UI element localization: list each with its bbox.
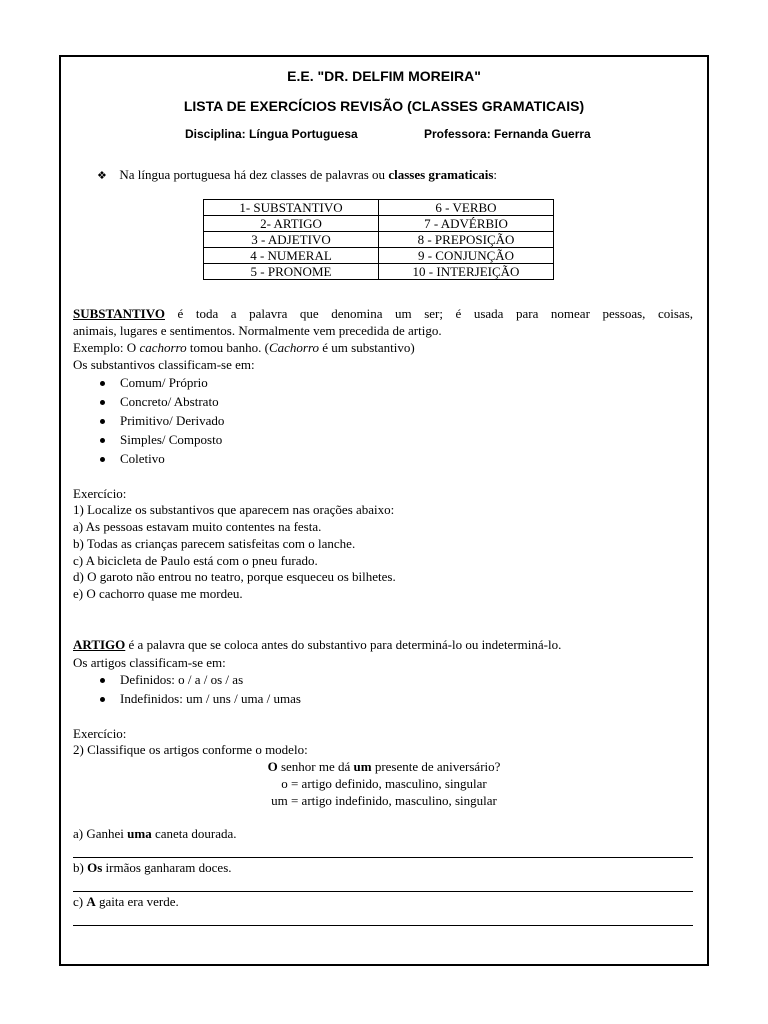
substantivo-term: SUBSTANTIVO [73, 306, 165, 321]
classes-table-cell: 9 - CONJUNÇÃO [379, 248, 554, 264]
bullet-dot-icon [100, 438, 105, 443]
example-italic: cachorro [139, 340, 187, 355]
example-italic: Cachorro [268, 340, 320, 355]
bullet-dot-icon [100, 381, 105, 386]
model-line3: um = artigo indefinido, masculino, singular [271, 793, 497, 808]
list-item-text: Definidos: o / a / os / as [120, 672, 244, 687]
intro-line [97, 167, 497, 184]
list-item-text: Indefinidos: um / uns / uma / umas [120, 691, 301, 706]
example-part: Exemplo: O [73, 340, 140, 355]
classes-table [203, 199, 554, 280]
list-item-text: Coletivo [120, 451, 165, 466]
list-title: LISTA DE EXERCÍCIOS REVISÃO (CLASSES GRAMATICAIS) [183, 98, 585, 114]
classes-table-cell: 8 - PREPOSIÇÃO [379, 232, 554, 248]
intro-text: Na língua portuguesa há dez classes de palavras ou [119, 167, 389, 182]
exercise1-item: c) A bicicleta de Paulo está com o pneu furado. [73, 552, 318, 568]
exercise2-item-bold: uma [127, 826, 152, 841]
exercise2-item [73, 894, 179, 910]
classes-table-row [204, 248, 554, 264]
exercise2-item-post: caneta dourada. [151, 826, 237, 841]
teacher: Professora: Fernanda Guerra [424, 127, 591, 141]
artigo-term: ARTIGO [73, 637, 126, 652]
exercise1-item: e) O cachorro quase me mordeu. [73, 586, 243, 602]
classes-table-row [204, 216, 554, 232]
exercise2-item-post: gaita era verde. [95, 894, 179, 909]
bullet-dot-icon [100, 400, 105, 405]
classes-table-cell: 10 - INTERJEIÇÃO [379, 264, 554, 280]
classes-table-cell: 5 - PRONOME [204, 264, 379, 280]
substantivo-def-line2: animais, lugares e sentimentos. Normalmente vem precedida de artigo. [73, 323, 442, 338]
discipline: Disciplina: Língua Portuguesa [185, 127, 358, 141]
model-line2: o = artigo definido, masculino, singular [281, 776, 487, 791]
diamond-bullet-icon: ❖ [97, 169, 107, 182]
school-name: E.E. "DR. DELFIM MOREIRA" [287, 68, 481, 84]
artigo-def [73, 637, 561, 653]
exercise1-item: d) O garoto não entrou no teatro, porque esqueceu os bilhetes. [73, 569, 396, 585]
artigo-def-text: é a palavra que se coloca antes do substantivo para determiná-lo ou indeterminá-lo. [125, 637, 562, 652]
classes-table-cell: 6 - VERBO [379, 200, 554, 216]
classes-table-cell: 1- SUBSTANTIVO [204, 200, 379, 216]
list-item-text: Concreto/ Abstrato [120, 394, 219, 409]
classes-table-cell: 4 - NUMERAL [204, 248, 379, 264]
list-item-text: Simples/ Composto [120, 432, 223, 447]
exercise2-item-post: irmãos ganharam doces. [102, 860, 232, 875]
classes-table-cell: 7 - ADVÉRBIO [379, 216, 554, 232]
classes-table-row [204, 264, 554, 280]
exercise1-item: b) Todas as crianças parecem satisfeitas com o lanche. [73, 535, 356, 551]
intro-colon: : [493, 167, 497, 182]
answer-line[interactable] [73, 925, 693, 926]
answer-line[interactable] [73, 891, 693, 892]
exercise2-item-pre: b) [73, 860, 88, 875]
classes-table-cell: 2- ARTIGO [204, 216, 379, 232]
bullet-dot-icon [100, 697, 105, 702]
model-bold: um [353, 759, 372, 774]
list-item-text: Comum/ Próprio [120, 375, 208, 390]
bullet-dot-icon [100, 419, 105, 424]
substantivo-example [73, 340, 415, 356]
answer-line[interactable] [73, 857, 693, 858]
exercise2-item-pre: c) [73, 894, 87, 909]
model-text: presente de aniversário? [371, 759, 501, 774]
substantivo-def-text: é toda a palavra que denomina um ser; é usada para nomear pessoas, coisas, [164, 306, 693, 321]
bullet-dot-icon [100, 457, 105, 462]
exercise2-item-bold: A [86, 894, 96, 909]
example-part: é um substantivo) [319, 340, 415, 355]
substantivo-def-line1 [73, 306, 693, 322]
exercise2-item [73, 826, 237, 842]
example-part: tomou banho. ( [186, 340, 269, 355]
artigo-classify-intro: Os artigos classificam-se em: [73, 655, 226, 670]
classes-table-row [204, 232, 554, 248]
model-text: senhor me dá [277, 759, 354, 774]
classes-table-cell: 3 - ADJETIVO [204, 232, 379, 248]
exercise1-question: 1) Localize os substantivos que aparecem nas orações abaixo: [73, 502, 395, 517]
model-line1 [0, 759, 768, 775]
bullet-dot-icon [100, 678, 105, 683]
substantivo-classify-intro: Os substantivos classificam-se em: [73, 357, 255, 372]
model-bold: O [267, 759, 278, 774]
list-item-text: Primitivo/ Derivado [120, 413, 225, 428]
exercise2-item [73, 860, 232, 876]
exercise2-question: 2) Classifique os artigos conforme o modelo: [73, 742, 308, 757]
classes-table-row [204, 200, 554, 216]
exercise2-item-bold: Os [87, 860, 103, 875]
exercise2-item-pre: a) Ganhei [73, 826, 128, 841]
exercise1-item: a) As pessoas estavam muito contentes na festa. [73, 519, 322, 534]
exercise2-label: Exercício: [73, 726, 127, 741]
exercise1-label: Exercício: [73, 486, 127, 501]
intro-bold: classes gramaticais [388, 167, 494, 182]
